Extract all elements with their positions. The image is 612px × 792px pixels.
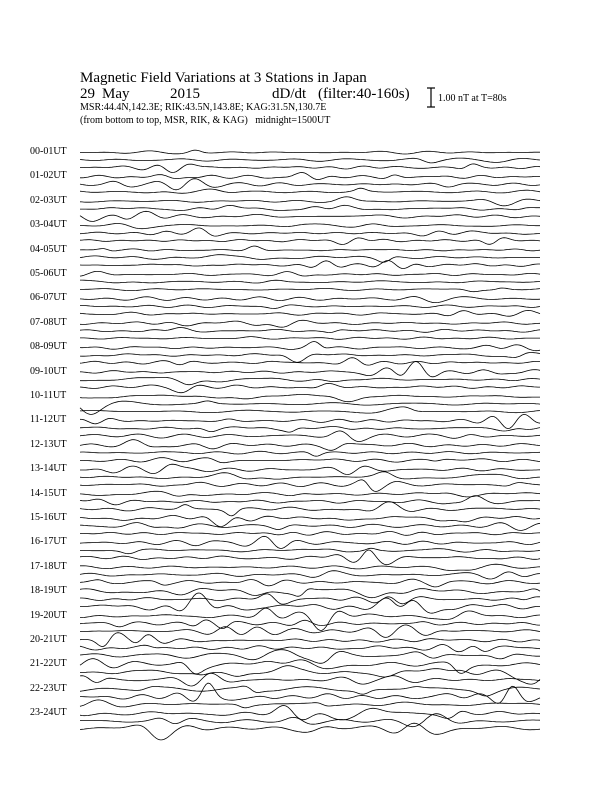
scale-bar bbox=[427, 88, 435, 107]
trace-msr bbox=[80, 310, 540, 316]
trace-msr bbox=[80, 238, 540, 245]
hour-label: 09-10UT bbox=[30, 365, 67, 377]
hour-label: 05-06UT bbox=[30, 268, 67, 279]
stations-coordinates: MSR:44.4N,142.3E; RIK:43.5N,143.8E; KAG:31.5N,130.7E bbox=[80, 102, 327, 113]
hour-label: 17-18UT bbox=[30, 560, 67, 572]
trace-msr bbox=[80, 550, 540, 565]
trace-kag bbox=[80, 464, 540, 474]
trace-rik bbox=[80, 548, 540, 553]
hour-label: 13-14UT bbox=[30, 463, 67, 475]
quantity-label: dD/dt bbox=[272, 86, 307, 102]
trace-rik bbox=[80, 620, 540, 629]
trace-rik bbox=[80, 451, 540, 456]
trace-kag bbox=[80, 297, 540, 303]
trace-kag bbox=[80, 271, 540, 276]
trace-msr bbox=[80, 188, 540, 193]
trace-rik bbox=[80, 228, 540, 236]
hour-label: 21-22UT bbox=[30, 658, 67, 670]
trace-msr bbox=[80, 211, 540, 221]
hour-label: 06-07UT bbox=[30, 292, 67, 304]
trace-kag bbox=[80, 706, 540, 720]
trace-kag bbox=[80, 320, 540, 327]
hour-label: 16-17UT bbox=[30, 536, 67, 548]
trace-rik bbox=[80, 714, 540, 727]
trace-kag bbox=[80, 491, 540, 497]
trace-rik bbox=[80, 305, 540, 309]
hour-label: 02-03UT bbox=[30, 194, 67, 206]
trace-msr bbox=[80, 288, 540, 292]
trace-kag bbox=[80, 246, 540, 251]
trace-msr bbox=[80, 407, 540, 413]
trace-kag bbox=[80, 588, 540, 597]
hour-label: 00-01UT bbox=[30, 146, 67, 157]
trace-rik bbox=[80, 179, 540, 190]
trace-kag bbox=[80, 686, 540, 696]
trace-kag bbox=[80, 150, 540, 154]
hour-label: 08-09UT bbox=[30, 341, 67, 353]
trace-msr bbox=[80, 383, 540, 392]
filter-label: (filter:40-160s) bbox=[318, 86, 410, 102]
hour-label: 18-19UT bbox=[30, 585, 67, 597]
trace-rik bbox=[80, 683, 540, 703]
date-month: May bbox=[102, 86, 130, 102]
date-year: 2015 bbox=[170, 86, 200, 102]
hour-label: 15-16UT bbox=[30, 512, 67, 523]
trace-kag bbox=[80, 173, 540, 180]
hour-label: 01-02UT bbox=[30, 170, 67, 182]
trace-kag bbox=[80, 362, 540, 377]
trace-msr bbox=[80, 593, 540, 613]
trace-kag bbox=[80, 536, 540, 548]
trace-msr bbox=[80, 532, 540, 536]
trace-kag bbox=[80, 197, 540, 206]
trace-rik bbox=[80, 255, 540, 263]
trace-msr bbox=[80, 261, 540, 269]
trace-msr bbox=[80, 650, 540, 664]
hour-label: 22-23UT bbox=[30, 682, 67, 694]
hour-label: 20-21UT bbox=[30, 634, 67, 645]
trace-kag bbox=[80, 516, 540, 527]
trace-rik bbox=[80, 328, 540, 333]
hour-label: 07-08UT bbox=[30, 316, 67, 328]
trace-rik bbox=[80, 401, 540, 415]
trace-msr bbox=[80, 458, 540, 463]
trace-msr bbox=[80, 673, 540, 686]
hour-label: 03-04UT bbox=[30, 219, 67, 231]
midnight-note: midnight=1500UT bbox=[255, 115, 331, 126]
trace-msr bbox=[80, 480, 540, 492]
trace-rik bbox=[80, 645, 540, 652]
trace-msr bbox=[80, 700, 540, 708]
trace-kag bbox=[80, 564, 540, 570]
trace-rik bbox=[80, 158, 540, 163]
trace-rik bbox=[80, 571, 540, 579]
hour-label: 14-15UT bbox=[30, 487, 67, 499]
trace-msr bbox=[80, 625, 540, 638]
trace-rik bbox=[80, 205, 540, 210]
trace-msr bbox=[80, 579, 540, 587]
trace-rik bbox=[80, 523, 540, 531]
hour-label: 10-11UT bbox=[30, 390, 67, 401]
trace-kag bbox=[80, 633, 540, 647]
hour-label: 11-12UT bbox=[30, 414, 67, 426]
trace-group bbox=[80, 150, 540, 740]
order-note: (from bottom to top, MSR, RIK, & KAG) bbox=[80, 115, 248, 126]
hour-label: 19-20UT bbox=[30, 609, 67, 621]
hour-label: 12-13UT bbox=[30, 438, 67, 450]
trace-msr bbox=[80, 431, 540, 442]
trace-msr bbox=[80, 337, 540, 340]
trace-rik bbox=[80, 377, 540, 384]
trace-msr bbox=[80, 358, 540, 365]
scale-bar-label: 1.00 nT at T=80s bbox=[438, 93, 507, 104]
chart-title: Magnetic Field Variations at 3 Stations in Japan bbox=[80, 70, 367, 86]
hour-label: 04-05UT bbox=[30, 243, 67, 255]
trace-msr bbox=[80, 164, 540, 173]
trace-kag bbox=[80, 224, 540, 229]
trace-kag bbox=[80, 440, 540, 451]
trace-msr bbox=[80, 502, 540, 516]
date-day: 29 bbox=[80, 86, 95, 102]
trace-rik bbox=[80, 280, 540, 283]
trace-kag bbox=[80, 342, 540, 351]
trace-kag bbox=[80, 608, 540, 630]
trace-rik bbox=[80, 353, 540, 363]
hour-label: 23-24UT bbox=[30, 707, 67, 719]
trace-kag bbox=[80, 414, 540, 428]
trace-kag bbox=[80, 394, 540, 401]
trace-msr bbox=[80, 723, 540, 740]
trace-rik bbox=[80, 594, 540, 604]
trace-rik bbox=[80, 427, 540, 433]
